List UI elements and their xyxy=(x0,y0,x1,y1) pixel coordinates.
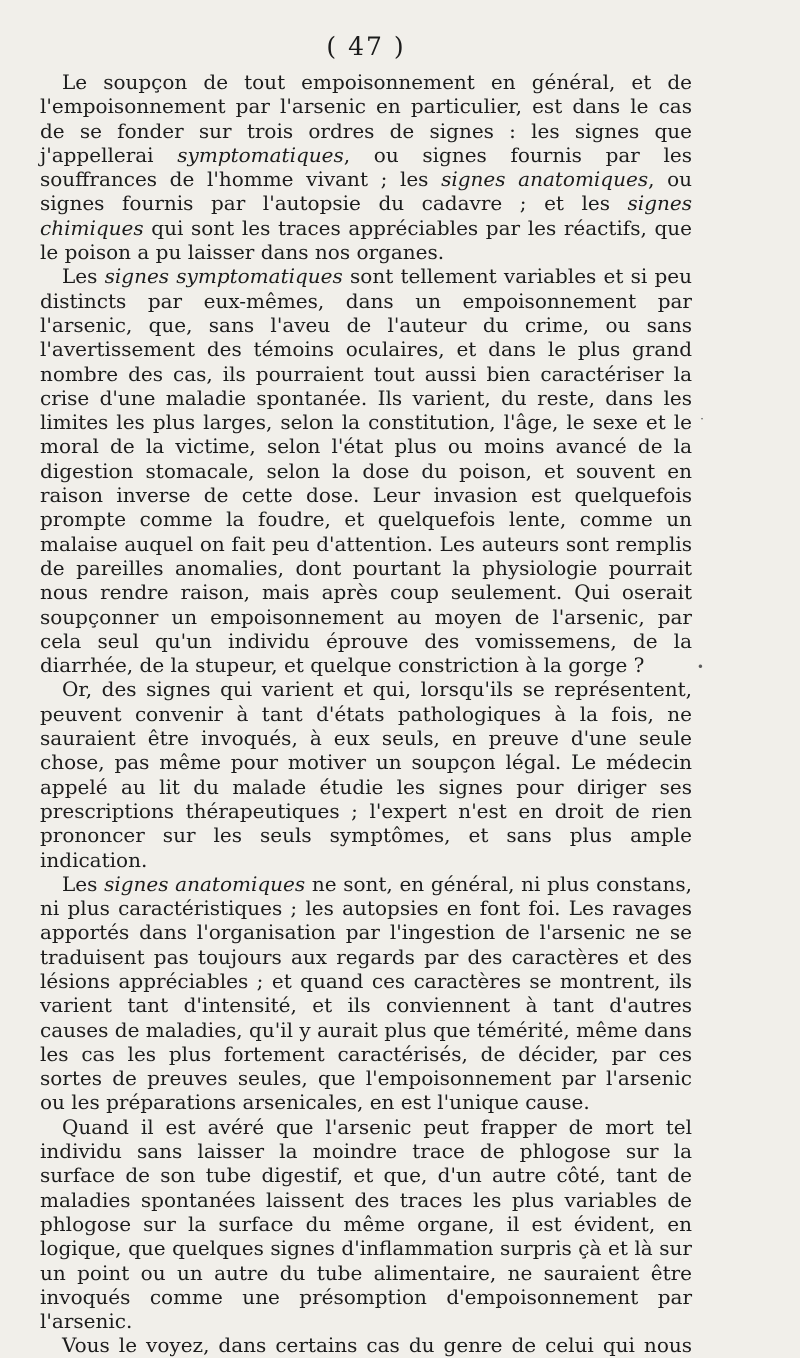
text-run: Les xyxy=(62,871,105,896)
italic-term: signes symptomatiques xyxy=(104,264,343,289)
italic-term: signes anatomiques xyxy=(441,167,649,192)
text-body xyxy=(40,70,692,1358)
page-number: ( 47 ) xyxy=(326,32,406,61)
text-run: Quand il est avéré que l'arsenic peut frapper de mort tel individu sans laisser la moindre trace de phlogose sur la surface de son tube digestif, et que, d'un autre côté, tant de maladies spontanées laissent des traces les plus variables de phlogose sur la surface du même organe, il est évident, en logique, que quelques signes d'inflammation surpris çà et là sur un point ou un autre du tube alimentaire, ne sauraient être invoqués comme une présomption d'empoisonnement par l'arsenic. xyxy=(40,1114,692,1334)
text-run: sont tellement variables et si peu distincts par eux-mêmes, dans un empoisonnement par l'arsenic, que, sans l'aveu de l'auteur du crime, ou sans l'avertissement des témoins oculaires, et dans le plus grand nombre des cas, ils pourraient tout aussi bien caractériser la crise d'une maladie spontanée. Ils varient, du reste, dans les limites les plus larges, selon la constitution, l'âge, le sexe et le moral de la victime, selon l'état plus ou moins avancé de la digestion stomacale, selon la dose du poison, et souvent en raison inverse de cette dose. Leur invasion est quelquefois prompte comme la foudre, et quelquefois lente, comme un malaise auquel on fait peu d'attention. Les auteurs sont remplis de pareilles anomalies, dont pourtant la physiologie pourrait nous rendre raison, mais après coup seulement. Qui oserait soupçonner un empoisonnement au moyen de l'arsenic, par cela seul qu'un individu éprouve des vomissemens, de la diarrhée, de la stupeur, et quelque constriction à la gorge ? xyxy=(40,264,692,678)
paragraph xyxy=(40,1333,692,1357)
text-run: Or, des signes qui varient et qui, lorsqu'ils se représentent, peuvent convenir à tant d'états pathologiques à la fois, ne sauraient être invoqués, à eux seuls, en preuve d'une seule chose, pas même pour motiver un soupçon légal. Le médecin appelé au lit du malade étudie les signes pour diriger ses prescriptions thérapeutiques ; l'expert n'est en droit de rien prononcer sur les seuls symptômes, et sans plus ample indication. xyxy=(40,677,692,872)
paragraph xyxy=(40,70,692,264)
italic-term: signes anatomiques xyxy=(104,871,306,896)
margin-speck: · xyxy=(700,412,704,426)
italic-term: signes chimiques xyxy=(40,191,692,240)
text-run: Vous le voyez, dans certains cas du genre de celui qui nous xyxy=(62,1333,692,1358)
text-run: Les xyxy=(62,264,105,289)
paragraph xyxy=(40,264,692,677)
paragraph xyxy=(40,677,692,871)
text-run: ne sont, en général, ni plus constans, ni plus caractéristiques ; les autopsies en font foi. Les ravages apportés dans l'organisation par l'ingestion de l'arsenic ne se traduisent pas toujours aux regards par des caractères et des lésions appréciables ; et quand ces caractères se montrent, ils varient tant d'intensité, et ils conviennent à tant d'autres causes de maladies, qu'il y aurait plus que témérité, même dans les cas les plus fortement caractérisés, de décider, par ces sortes de preuves seules, que l'empoisonnement par l'arsenic ou les préparations arsenicales, en est l'unique cause. xyxy=(40,871,692,1115)
text-run: , ou signes fournis par l'autopsie du cadavre ; et les xyxy=(40,167,692,216)
paragraph xyxy=(40,1115,692,1334)
paragraph xyxy=(40,872,692,1115)
italic-term: symptomatiques xyxy=(177,142,344,167)
margin-speck: • xyxy=(696,660,704,674)
text-run: , ou signes fournis par les souffrances de l'homme vivant ; les xyxy=(40,142,693,192)
text-run: Le soupçon de tout empoisonnement en général, et de l'empoisonnement par l'arsenic en particulier, est dans le cas de se fonder sur trois ordres de signes : les signes que j'appellerai xyxy=(40,70,692,167)
text-run: qui sont les traces appréciables par les réactifs, que le poison a pu laisser dans nos organes. xyxy=(40,215,692,265)
